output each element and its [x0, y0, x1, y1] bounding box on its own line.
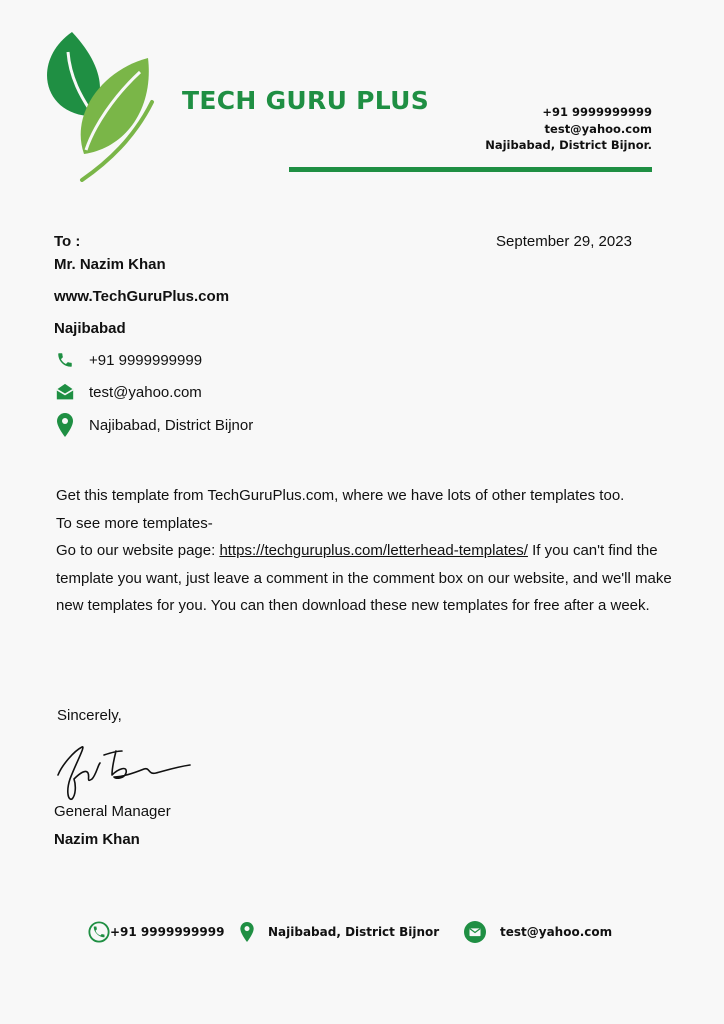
body-line-2: To see more templates-: [56, 514, 213, 532]
header-divider: [289, 167, 652, 172]
footer-phone-text: +91 9999999999: [110, 925, 225, 939]
letter-body: [56, 482, 676, 620]
signature: [52, 735, 194, 807]
envelope-icon: [54, 381, 76, 403]
to-label: To :: [54, 233, 81, 250]
recipient-phone-row: [54, 349, 202, 371]
company-logo-leaves-icon: [44, 30, 156, 182]
recipient-name: Mr. Nazim Khan: [54, 256, 166, 273]
footer-location-pin-icon: [240, 922, 254, 942]
footer-email: [464, 920, 612, 944]
body-paragraph: [56, 537, 676, 620]
company-name: TECH GURU PLUS: [182, 86, 430, 115]
footer-phone-icon: [88, 921, 110, 943]
footer-address: [240, 920, 439, 944]
body-line-1: Get this template from TechGuruPlus.com, where we have lots of other templates too.: [56, 487, 625, 504]
footer-address-text: Najibabad, District Bijnor: [268, 925, 440, 939]
location-pin-icon: [54, 414, 76, 436]
header-email: test@yahoo.com: [544, 121, 652, 136]
letter-date: September 29, 2023: [496, 233, 632, 250]
recipient-address-text: Najibabad, District Bijnor: [89, 416, 254, 434]
body-link-suffix: If you can't find the template you want, just leave a comment in the comment box on our website, and we'll make new templates for you. You can then download these new templates for free after a week.: [56, 542, 672, 614]
templates-link[interactable]: https://techguruplus.com/letterhead-templates/: [219, 542, 528, 559]
signer-name: Nazim Khan: [54, 831, 140, 848]
recipient-email-text: test@yahoo.com: [89, 383, 202, 401]
recipient-email-row: [54, 381, 202, 403]
footer-email-text: test@yahoo.com: [500, 925, 613, 939]
body-link-prefix: Go to our website page:: [56, 542, 220, 559]
header-contact-block: [485, 104, 652, 154]
header-address: Najibabad, District Bijnor.: [485, 138, 652, 152]
footer-envelope-icon: [464, 921, 486, 943]
phone-icon: [54, 349, 76, 371]
recipient-phone-text: +91 9999999999: [89, 351, 203, 369]
recipient-city: Najibabad: [54, 320, 126, 337]
footer-phone: [88, 920, 224, 944]
recipient-address-row: [54, 414, 253, 436]
signer-title: General Manager: [54, 803, 171, 820]
header-phone: +91 9999999999: [542, 105, 652, 119]
recipient-website: www.TechGuruPlus.com: [54, 288, 230, 305]
closing: Sincerely,: [57, 707, 122, 724]
